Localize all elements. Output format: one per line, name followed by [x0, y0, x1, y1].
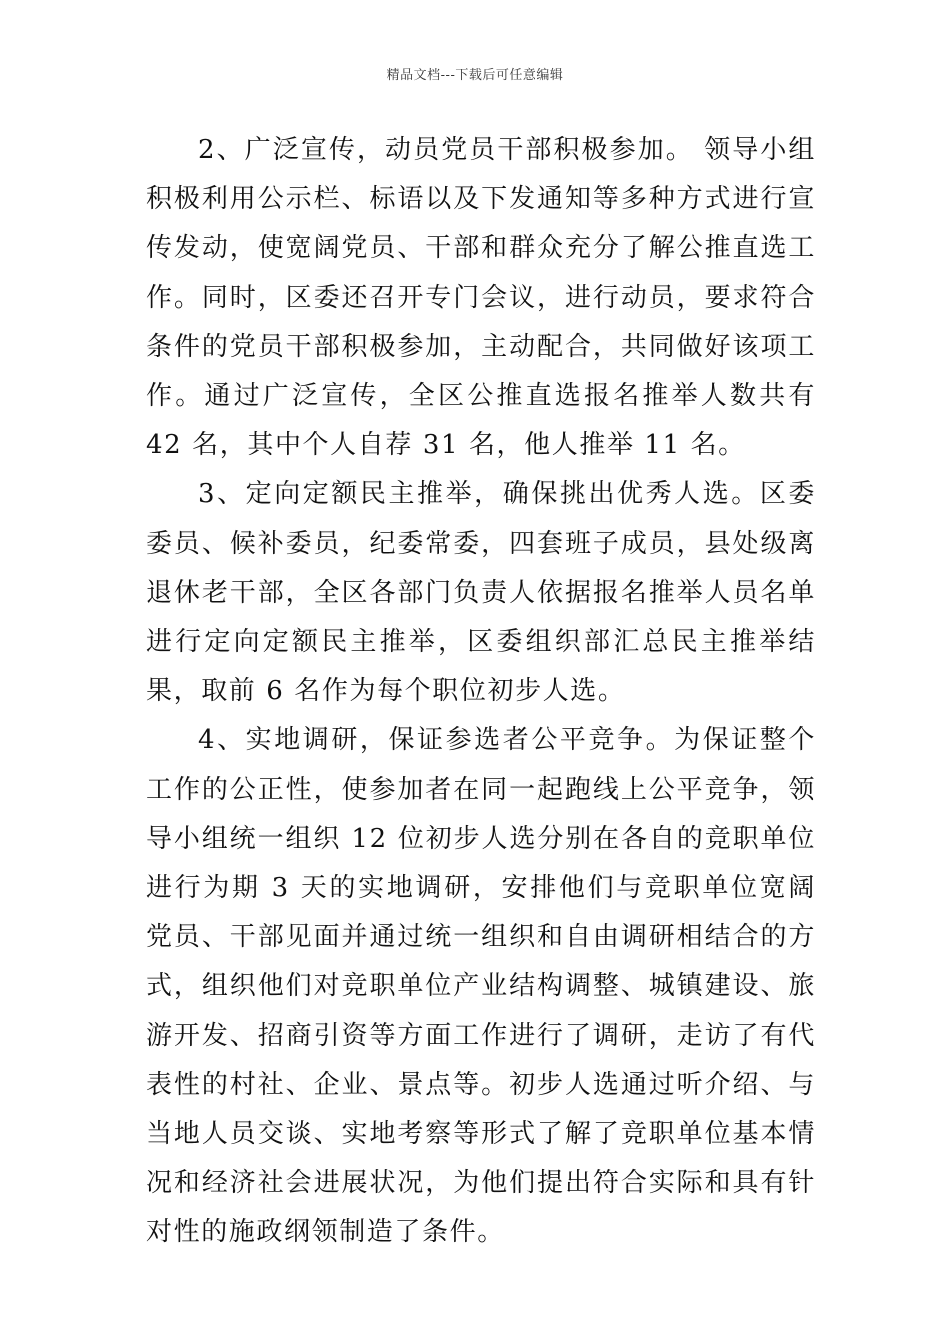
paragraph-publicity: 2、广泛宣传，动员党员干部积极参加。 领导小组积极利用公示栏、标语以及下发通知等多种方式进行宣传发动，使宽阔党员、干部和群众充分了解公推直选工作。同时，区委还召开专门会议，进行动员，要求符合条件的党员干部积极参加，主动配合，共同做好该项工作。通过广泛宣传，全区公推直选报名推举人数共有 42 名，其中个人自荐 31 名，他人推举 11 名。: [146, 135, 816, 461]
paragraph-recommendation: 3、定向定额民主推举，确保挑出优秀人选。区委委员、候补委员，纪委常委，四套班子成员，县处级离退休老干部，全区各部门负责人依据报名推举人员名单进行定向定额民主推举，区委组织部汇总民主推举结果，取前 6 名作为每个职位初步人选。: [146, 479, 816, 707]
document-body: [146, 126, 816, 1258]
paragraph-field-research: 4、实地调研，保证参选者公平竞争。为保证整个工作的公正性，使参加者在同一起跑线上公平竞争，领导小组统一组织 12 位初步人选分别在各自的竞职单位进行为期 3 天的实地调研，安排他们与竞职单位宽阔党员、干部见面并通过统一组织和自由调研相结合的方式，组织他们对竞职单位产业结构调整、城镇建设、旅游开发、招商引资等方面工作进行了调研，走访了有代表性的村社、企业、景点等。初步人选通过听介绍、与当地人员交谈、实地考察等形式了解了竞职单位基本情况和经济社会进展状况，为他们提出符合实际和具有针对性的施政纲领制造了条件。: [146, 725, 816, 1248]
page-header: 精品文档---下载后可任意编辑: [386, 68, 564, 83]
